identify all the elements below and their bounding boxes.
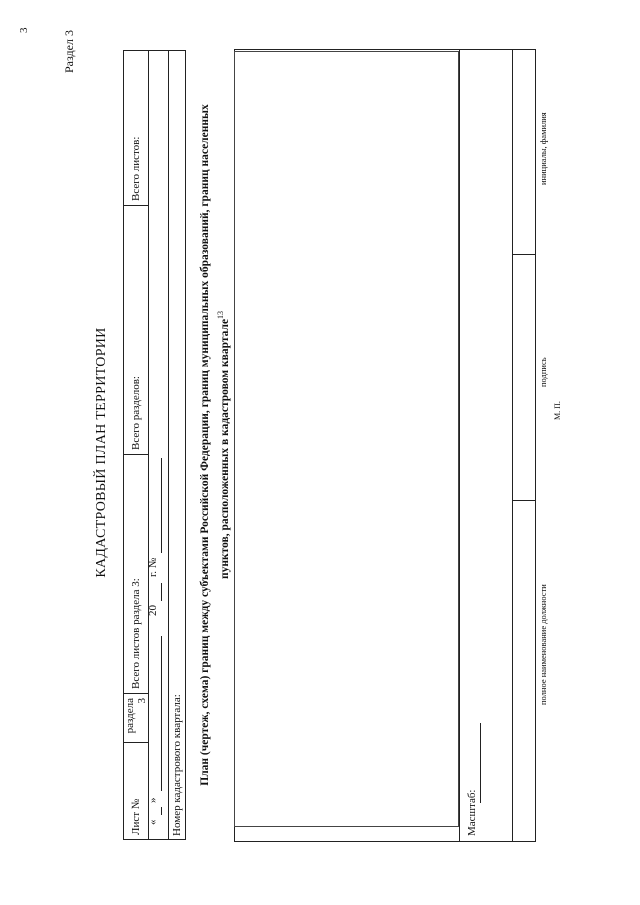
plan-heading-line2: пунктов, расположенных в кадастровом квартале — [218, 318, 231, 580]
scale-divider — [459, 49, 460, 842]
date-close-quote: » — [147, 797, 159, 803]
date-open-quote: « — [147, 819, 159, 825]
stamp-placeholder: М. П. — [553, 401, 562, 420]
total-sheets-section-label: Всего листов раздела 3: — [130, 578, 142, 689]
total-sheets-label: Всего листов: — [130, 136, 142, 201]
footnote-marker: 13 — [216, 310, 225, 319]
signature-divider-1 — [513, 500, 535, 501]
date-century: 20 — [147, 605, 159, 616]
cadastral-quarter-label: Номер кадастрового квартала: — [171, 694, 183, 836]
scale-label: Масштаб: — [466, 789, 478, 836]
page-title: КАДАСТРОВЫЙ ПЛАН ТЕРРИТОРИИ — [94, 327, 109, 578]
total-sections-label: Всего разделов: — [130, 376, 142, 450]
year-blank — [147, 583, 162, 601]
year-number-label: г. № — [147, 557, 159, 577]
plan-heading-line2-wrap — [213, 55, 233, 835]
day-blank — [147, 807, 162, 815]
plan-heading-line1: План (чертеж, схема) границ между субъектами Российской Федерации, границ муниципальных образований, границ населенных — [199, 104, 211, 786]
signature-rule — [535, 49, 536, 842]
position-label: полное наименование должности — [538, 584, 548, 705]
scale-blank — [480, 723, 481, 803]
plan-drawing-area — [234, 51, 459, 827]
section-number-label: раздела 3 — [124, 698, 148, 734]
sheet-number-label: Лист № — [130, 798, 142, 835]
page-number: 3 — [18, 27, 30, 33]
number-blank — [147, 458, 162, 553]
plan-heading — [197, 55, 233, 835]
month-blank — [147, 636, 162, 791]
signature-row — [513, 49, 535, 842]
name-label: инициалы, фамилия — [538, 112, 548, 185]
sign-label: подпись — [538, 357, 548, 387]
cadastral-quarter-row — [168, 50, 186, 840]
signature-divider-2 — [513, 254, 535, 255]
section-label: Раздел 3 — [62, 30, 76, 73]
